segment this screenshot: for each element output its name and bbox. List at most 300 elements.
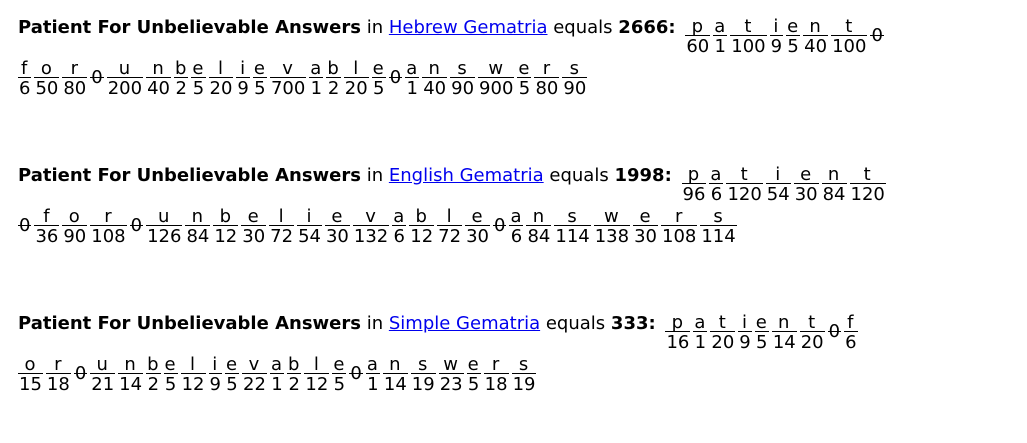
letter-cell [738, 314, 751, 354]
letter: a [270, 354, 283, 375]
letter: b [287, 354, 301, 375]
letter-value: 40 [147, 78, 170, 99]
letter: s [411, 356, 436, 374]
letter: a [710, 164, 723, 185]
letter-value: 12 [305, 374, 329, 395]
letter: i [209, 356, 222, 374]
letter-value: 5 [467, 374, 480, 395]
space-cell [130, 208, 143, 236]
letter-value: 5 [333, 374, 346, 395]
letter: a [406, 58, 419, 79]
letter-value: 0 [828, 321, 841, 342]
letter-cell [209, 356, 222, 396]
letter-cell [46, 356, 71, 396]
letter-value: 9 [237, 78, 249, 99]
letter-value: 9 [770, 36, 783, 57]
letter-value: 30 [794, 184, 818, 205]
letter-breakdown-line-2 [18, 356, 1008, 396]
letter: w [594, 208, 630, 226]
letter-value: 12 [214, 226, 238, 247]
letter-value: 200 [107, 78, 143, 99]
in-text: in [366, 17, 384, 38]
letter-cell [450, 60, 475, 100]
letter-cell [107, 60, 143, 100]
letter-value: 126 [147, 226, 182, 247]
letter-value: 30 [634, 226, 657, 247]
total-value: 2666: [618, 17, 676, 38]
letter-value: 6 [510, 226, 523, 247]
letter: e [325, 208, 350, 226]
letter-cell [534, 60, 559, 100]
letter-value: 114 [701, 226, 736, 247]
letter-cell [269, 208, 294, 248]
letter-cell [146, 208, 182, 248]
letter-cell [730, 18, 766, 58]
letter-cell [478, 60, 514, 100]
letter-value: 1 [694, 332, 707, 353]
space-cell [90, 60, 103, 88]
letter-value: 30 [242, 226, 266, 247]
letter-cell [800, 314, 825, 354]
letter: s [562, 60, 587, 78]
letter-cell [287, 356, 301, 396]
letter-cell [766, 166, 791, 206]
letter-value: 0 [350, 363, 362, 384]
letter-cell [191, 60, 205, 100]
letter-cell [241, 208, 266, 248]
letter-cell [770, 18, 783, 58]
letter-value: 5 [518, 78, 531, 99]
section-heading-line [18, 166, 1008, 206]
letter: r [46, 356, 71, 374]
letter-cell [242, 356, 267, 396]
letter-cell [90, 208, 126, 248]
letter-cell [309, 60, 323, 100]
letter-value: 84 [527, 226, 551, 247]
letter-value: 72 [270, 226, 294, 247]
letter-cell [709, 166, 723, 206]
letter-value: 14 [772, 332, 796, 353]
letter: e [164, 354, 177, 375]
letter-value: 19 [512, 374, 536, 395]
letter-value: 18 [46, 374, 70, 395]
letter-value: 22 [243, 374, 266, 395]
letter-value: 16 [666, 332, 690, 353]
letter-value: 84 [186, 226, 210, 247]
letter: f [18, 60, 31, 78]
gematria-section-hebrew [18, 18, 1008, 100]
letter-cell [509, 208, 523, 248]
letter-cell [366, 356, 380, 396]
letter-cell [213, 208, 238, 248]
letter-cell [392, 208, 406, 248]
letter-cell [411, 356, 436, 396]
letter-cells [18, 208, 740, 248]
letter: l [437, 208, 462, 226]
letter: u [90, 356, 115, 374]
letter: s [512, 356, 537, 374]
letter-value: 36 [35, 226, 59, 247]
letter-cell [710, 314, 735, 354]
letter: w [439, 356, 464, 374]
letter-value: 14 [383, 374, 407, 395]
letter-cell [326, 60, 340, 100]
letter-cell [685, 18, 710, 58]
letter-value: 96 [682, 184, 706, 205]
letter-value: 900 [479, 78, 514, 99]
letter-value: 40 [423, 78, 447, 99]
letter-value: 5 [756, 332, 768, 353]
letter-cell [661, 208, 697, 248]
letter-cell [225, 356, 239, 396]
letter-value: 9 [209, 374, 221, 395]
letter-cell [786, 18, 800, 58]
letter: r [62, 60, 87, 78]
letter-cell [700, 208, 736, 248]
letter-value: 100 [731, 36, 766, 57]
letter: e [633, 208, 658, 226]
letter-value: 1 [406, 78, 418, 99]
letter: e [794, 166, 819, 184]
letter: a [694, 312, 707, 333]
letter: e [787, 16, 800, 37]
letter: i [236, 60, 249, 78]
letter-cell [850, 166, 886, 206]
space-cell [870, 18, 883, 46]
letter-breakdown-line-1 [665, 314, 860, 354]
letter-value: 12 [181, 374, 205, 395]
letter-value: 6 [393, 226, 405, 247]
letter-cell [353, 208, 389, 248]
letter-cell [34, 60, 59, 100]
letter-value: 6 [845, 332, 857, 353]
in-text: in [366, 313, 384, 334]
letter-value: 18 [484, 374, 508, 395]
section-heading-line [18, 18, 1008, 58]
letter: o [34, 60, 59, 78]
letter-value: 0 [91, 67, 103, 88]
letter: r [661, 208, 697, 226]
cipher-link-hebrew[interactable]: Hebrew Gematria [388, 17, 548, 38]
letter-value: 700 [270, 78, 306, 99]
letter-cell [682, 166, 707, 206]
letter: n [383, 356, 408, 374]
letter-breakdown-line-1 [685, 18, 887, 58]
space-cell [389, 60, 402, 88]
letter: l [304, 356, 329, 374]
letter: f [844, 314, 857, 332]
letter: t [831, 18, 867, 36]
letter-value: 90 [451, 78, 475, 99]
letter-value: 5 [372, 78, 385, 99]
letter: e [518, 58, 531, 79]
letter-value: 120 [727, 184, 762, 205]
letter-value: 1 [310, 78, 323, 99]
letter-value: 120 [850, 184, 885, 205]
letter-value: 14 [119, 374, 143, 395]
letter-cell [526, 208, 551, 248]
letter-value: 108 [91, 226, 126, 247]
letter-cell [344, 60, 369, 100]
letter-cell [90, 356, 115, 396]
letter-cell [118, 356, 143, 396]
in-text: in [366, 165, 384, 186]
letter-cell [270, 356, 284, 396]
letter: n [185, 208, 210, 226]
letter-cell [831, 18, 867, 58]
letter-cell [633, 208, 658, 248]
letter-value: 19 [411, 374, 435, 395]
space-cell [74, 356, 87, 384]
letter-cell [146, 60, 171, 100]
letter: t [710, 314, 735, 332]
total-value: 1998: [614, 165, 672, 186]
letter: p [685, 18, 710, 36]
letter: r [534, 60, 559, 78]
letter: i [770, 18, 783, 36]
letter-value: 138 [594, 226, 630, 247]
letter: t [726, 166, 762, 184]
letter-cell [465, 208, 490, 248]
letter: e [253, 58, 266, 79]
letter: e [333, 354, 346, 375]
letter-cell [304, 356, 329, 396]
letter-cell [62, 60, 87, 100]
letter-cell [253, 60, 267, 100]
letter-cell [772, 314, 797, 354]
letter-value: 72 [438, 226, 462, 247]
cipher-link-english[interactable]: English Gematria [388, 165, 544, 186]
letter-cell [437, 208, 462, 248]
letter-cell [755, 314, 769, 354]
letter-cell [62, 208, 87, 248]
letter-cell [554, 208, 590, 248]
letter: l [269, 208, 294, 226]
letter: b [147, 354, 160, 375]
letter-value: 90 [563, 78, 587, 99]
letter-cell [297, 208, 322, 248]
letter: n [772, 314, 797, 332]
letter-cell [512, 356, 537, 396]
letter-value: 5 [192, 78, 205, 99]
letter: t [730, 18, 766, 36]
letter-value: 5 [164, 374, 177, 395]
letter-cell [844, 314, 857, 354]
letter-value: 80 [63, 78, 87, 99]
equals-text: equals [553, 17, 613, 38]
letter-value: 2 [175, 78, 187, 99]
letter-cell [383, 356, 408, 396]
letter: i [766, 166, 791, 184]
letter-cell [794, 166, 819, 206]
letter-cell [174, 60, 188, 100]
space-cell [828, 314, 841, 342]
letter-cell [164, 356, 178, 396]
letter-cell [562, 60, 587, 100]
letter-value: 5 [787, 36, 799, 57]
letter-value: 84 [822, 184, 846, 205]
cipher-link-simple[interactable]: Simple Gematria [388, 313, 541, 334]
total-value: 333: [610, 313, 656, 334]
section-heading-line [18, 314, 1008, 354]
letter-value: 30 [466, 226, 489, 247]
letter-value: 20 [800, 332, 824, 353]
letter: a [366, 354, 379, 375]
letter-cell [594, 208, 630, 248]
letter: n [422, 60, 447, 78]
letter: w [478, 60, 514, 78]
letter-value: 1 [367, 374, 379, 395]
letter: s [450, 60, 475, 78]
letter-cell [236, 60, 249, 100]
letter-value: 21 [91, 374, 115, 395]
letter-cell [713, 18, 727, 58]
letter-value: 54 [298, 226, 321, 247]
phrase-text: Patient For Unbelievable Answers [18, 165, 361, 186]
letter: l [181, 356, 206, 374]
letter-cell [18, 356, 43, 396]
letter: v [242, 356, 267, 374]
letter-cell [325, 208, 350, 248]
letter-value: 0 [130, 215, 143, 236]
letter: e [465, 208, 490, 226]
letter-value: 90 [63, 226, 87, 247]
letter-value: 114 [555, 226, 590, 247]
letter-value: 6 [19, 78, 31, 99]
letter-cell [484, 356, 509, 396]
letter-value: 0 [389, 67, 402, 88]
letter: n [526, 208, 551, 226]
letter: u [146, 208, 182, 226]
letter-value: 54 [766, 184, 790, 205]
letter-value: 5 [226, 374, 238, 395]
gematria-section-english [18, 166, 1008, 248]
letter: a [310, 58, 323, 79]
letter-value: 40 [804, 36, 828, 57]
letter-breakdown-line-1 [682, 166, 889, 206]
phrase-text: Patient For Unbelievable Answers [18, 17, 361, 38]
letter: r [90, 208, 126, 226]
letter: e [192, 58, 205, 79]
letter-value: 1 [714, 36, 726, 57]
letter-cell [34, 208, 59, 248]
letter: b [327, 58, 340, 79]
letter: i [297, 208, 322, 226]
space-cell [493, 208, 506, 236]
letter-value: 108 [662, 226, 697, 247]
letter: u [107, 60, 143, 78]
phrase-text: Patient For Unbelievable Answers [18, 313, 361, 334]
letter-value: 0 [19, 215, 31, 236]
letter-cells [18, 60, 590, 100]
letter: e [467, 354, 480, 375]
letter: o [18, 356, 43, 374]
letter: v [353, 208, 389, 226]
letter-value: 0 [493, 215, 506, 236]
letter-cell [18, 60, 31, 100]
letter: i [738, 314, 751, 332]
letter-cell [209, 60, 234, 100]
letter-cell [517, 60, 531, 100]
letter-cell [803, 18, 828, 58]
letter-value: 9 [739, 332, 751, 353]
letter-cell [439, 356, 464, 396]
letter-cell [185, 208, 210, 248]
letter-cell [822, 166, 847, 206]
letter: n [118, 356, 143, 374]
letter-value: 2 [147, 374, 160, 395]
letter: e [372, 58, 385, 79]
letter: l [209, 60, 234, 78]
letter-cell [405, 60, 419, 100]
letter-cell [422, 60, 447, 100]
letter-value: 20 [711, 332, 735, 353]
letter-value: 20 [209, 78, 233, 99]
letter-value: 30 [325, 226, 349, 247]
letter-cell [665, 314, 690, 354]
letter-value: 15 [19, 374, 42, 395]
letter-cell [467, 356, 481, 396]
letter-value: 132 [353, 226, 389, 247]
letter-value: 80 [535, 78, 559, 99]
letter: t [850, 166, 886, 184]
letter: v [270, 60, 306, 78]
letter-cell [146, 356, 160, 396]
letter: s [700, 208, 736, 226]
equals-text: equals [545, 313, 606, 334]
letter-value: 100 [832, 36, 867, 57]
letter: p [665, 314, 690, 332]
letter: n [822, 166, 847, 184]
letter: b [409, 208, 434, 226]
letter: a [393, 206, 406, 227]
letter: e [755, 312, 768, 333]
equals-text: equals [549, 165, 609, 186]
letter-cell [372, 60, 386, 100]
letter: e [241, 208, 266, 226]
letter-cell [693, 314, 707, 354]
letter: l [344, 60, 369, 78]
letter-value: 0 [74, 363, 87, 384]
letter: n [803, 18, 828, 36]
letter-cell [332, 356, 346, 396]
letter-cell [409, 208, 434, 248]
letter-cell [181, 356, 206, 396]
letter: r [484, 356, 509, 374]
letter-value: 5 [254, 78, 266, 99]
letter: f [34, 208, 59, 226]
letter: e [225, 354, 239, 375]
letter-breakdown-line-2 [18, 208, 1008, 248]
letter-value: 60 [686, 36, 710, 57]
letter-value: 6 [710, 184, 723, 205]
letter-value: 20 [344, 78, 368, 99]
letter-value: 2 [288, 374, 300, 395]
letter-value: 2 [327, 78, 340, 99]
letter-cell [270, 60, 306, 100]
letter: a [714, 16, 727, 37]
letter-cells [18, 356, 539, 396]
letter-value: 50 [35, 78, 59, 99]
letter: a [510, 206, 523, 227]
letter-value: 1 [271, 374, 283, 395]
letter: t [800, 314, 825, 332]
space-cell [349, 356, 362, 384]
letter-breakdown-line-2 [18, 60, 1008, 100]
letter-value: 23 [439, 374, 463, 395]
space-cell [18, 208, 31, 236]
letter: b [174, 58, 188, 79]
